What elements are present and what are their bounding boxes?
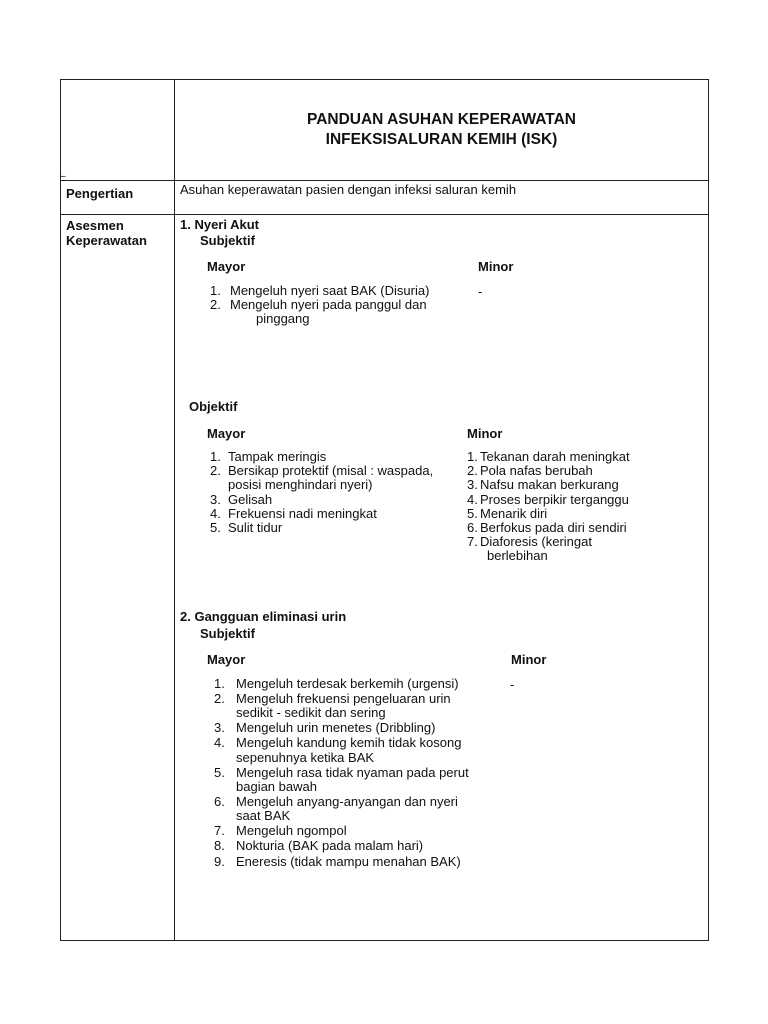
list-number: 4. bbox=[210, 505, 221, 521]
section1-subjektif-mayor-label: Mayor bbox=[207, 259, 246, 274]
table-row-divider-1 bbox=[60, 180, 709, 181]
table-border-top bbox=[60, 79, 709, 80]
list-text: Mengeluh urin menetes (Dribbling) bbox=[236, 720, 436, 736]
list-item bbox=[214, 677, 469, 691]
list-item bbox=[210, 284, 429, 298]
list-item bbox=[210, 507, 433, 521]
list-number: 9. bbox=[214, 853, 225, 869]
list-number: 1. bbox=[214, 676, 225, 691]
list-item: berlebihan bbox=[487, 548, 548, 564]
list-number: 8. bbox=[214, 838, 225, 854]
list-text: Mengeluh anyang-anyangan dan nyeri bbox=[236, 794, 458, 810]
section1-objektif-mayor-list bbox=[210, 450, 433, 535]
list-number: 7. bbox=[467, 534, 478, 550]
list-text: Pola nafas berubah bbox=[480, 463, 593, 479]
list-item bbox=[467, 493, 630, 507]
section2-subjektif-label: Subjektif bbox=[200, 626, 255, 641]
list-text: Nafsu makan berkurang bbox=[480, 477, 619, 493]
section1-subjektif-minor-value: - bbox=[478, 284, 483, 299]
list-item: sepenuhnya ketika BAK bbox=[236, 749, 375, 765]
list-item: saat BAK bbox=[236, 808, 291, 824]
section1-objektif-minor-list bbox=[467, 450, 630, 564]
table-column-divider bbox=[174, 79, 175, 941]
list-number: 2. bbox=[467, 463, 478, 479]
pengertian-text: Asuhan keperawatan pasien dengan infeksi saluran kemih bbox=[180, 182, 517, 197]
document-title-line1: PANDUAN ASUHAN KEPERAWATAN bbox=[307, 111, 576, 128]
list-item bbox=[214, 736, 469, 750]
list-text: Mengeluh kandung kemih tidak kosong bbox=[236, 735, 462, 751]
list-number: 2. bbox=[210, 297, 221, 313]
list-number: 2. bbox=[210, 463, 221, 479]
section2-subjektif-mayor-label: Mayor bbox=[207, 652, 246, 667]
section1-objektif-mayor-label: Mayor bbox=[207, 426, 246, 441]
list-item bbox=[467, 464, 630, 478]
list-number: 1. bbox=[210, 449, 221, 464]
section1-subjektif-minor-label: Minor bbox=[478, 259, 514, 274]
list-item bbox=[214, 855, 469, 869]
list-item bbox=[467, 521, 630, 535]
list-item bbox=[214, 721, 469, 735]
list-text: Proses berpikir terganggu bbox=[480, 491, 629, 507]
list-item bbox=[214, 839, 469, 853]
list-item bbox=[210, 493, 433, 507]
list-item: posisi menghindari nyeri) bbox=[228, 477, 373, 493]
pengertian-label: Pengertian bbox=[66, 186, 134, 201]
list-number: 3. bbox=[214, 720, 225, 736]
list-text: Mengeluh nyeri saat BAK (Disuria) bbox=[230, 283, 430, 298]
section1-objektif-minor-label: Minor bbox=[467, 426, 503, 441]
list-item bbox=[210, 464, 433, 478]
list-text: Bersikap protektif (misal : waspada, bbox=[228, 463, 434, 479]
list-number: 3. bbox=[467, 477, 478, 493]
list-text: Sulit tidur bbox=[228, 520, 283, 536]
list-item: pinggang bbox=[256, 311, 310, 327]
list-item: sedikit - sedikit dan sering bbox=[236, 705, 386, 721]
section1-objektif-label: Objektif bbox=[189, 399, 238, 414]
list-text: Tekanan darah meningkat bbox=[480, 449, 630, 464]
section2-subjektif-minor-label: Minor bbox=[511, 652, 547, 667]
list-item bbox=[467, 535, 630, 549]
list-text: Diaforesis (keringat bbox=[480, 534, 592, 550]
list-text: Mengeluh frekuensi pengeluaran urin bbox=[236, 691, 451, 707]
list-item bbox=[214, 692, 469, 706]
list-item bbox=[214, 824, 469, 838]
section1-heading: 1. Nyeri Akut bbox=[180, 217, 259, 232]
list-number: 4. bbox=[214, 735, 225, 751]
document-title-line2: INFEKSISALURAN KEMIH (ISK) bbox=[325, 131, 558, 148]
list-item bbox=[210, 450, 433, 464]
list-number: 2. bbox=[214, 691, 225, 707]
list-item bbox=[467, 507, 630, 521]
list-text: Eneresis (tidak mampu menahan BAK) bbox=[236, 853, 461, 869]
section2-subjektif-minor-value: - bbox=[510, 677, 515, 692]
list-item bbox=[210, 298, 429, 312]
list-number: 5. bbox=[210, 520, 221, 536]
list-text: Nokturia (BAK pada malam hari) bbox=[236, 838, 424, 854]
section2-subjektif-mayor-list bbox=[214, 677, 469, 869]
table-border-bottom bbox=[60, 940, 709, 941]
list-number: 5. bbox=[214, 764, 225, 780]
section1-subjektif-label: Subjektif bbox=[200, 233, 255, 248]
section2-heading: 2. Gangguan eliminasi urin bbox=[180, 609, 347, 624]
list-item: bagian bawah bbox=[236, 778, 317, 794]
list-item bbox=[467, 450, 630, 464]
list-number: 1. bbox=[467, 449, 478, 464]
list-text: Mengeluh nyeri pada panggul dan bbox=[230, 297, 427, 313]
asesmen-label-line1: Asesmen bbox=[66, 218, 124, 233]
list-number: 6. bbox=[467, 520, 478, 536]
list-text: Tampak meringis bbox=[228, 449, 327, 464]
asesmen-label-line2: Keperawatan bbox=[66, 233, 147, 248]
list-item bbox=[214, 795, 469, 809]
list-text: Mengeluh rasa tidak nyaman pada perut bbox=[236, 764, 469, 780]
list-text: Mengeluh terdesak berkemih (urgensi) bbox=[236, 676, 459, 691]
list-text: Mengeluh ngompol bbox=[236, 823, 347, 839]
table-border-left bbox=[60, 79, 61, 941]
list-item bbox=[214, 766, 469, 780]
list-text: Frekuensi nadi meningkat bbox=[228, 505, 377, 521]
list-item bbox=[210, 521, 433, 535]
list-item bbox=[467, 478, 630, 492]
list-number: 7. bbox=[214, 823, 225, 839]
list-number: 3. bbox=[210, 491, 221, 507]
list-number: 6. bbox=[214, 794, 225, 810]
list-number: 5. bbox=[467, 505, 478, 521]
list-text: Berfokus pada diri sendiri bbox=[480, 520, 627, 536]
table-row-divider-2 bbox=[60, 214, 709, 215]
list-number: 1. bbox=[210, 283, 221, 298]
list-text: Menarik diri bbox=[480, 505, 548, 521]
list-text: Gelisah bbox=[228, 491, 273, 507]
table-border-right bbox=[708, 79, 709, 941]
section1-subjektif-mayor-list bbox=[210, 284, 429, 327]
row-marker: – bbox=[60, 171, 66, 182]
list-number: 4. bbox=[467, 491, 478, 507]
